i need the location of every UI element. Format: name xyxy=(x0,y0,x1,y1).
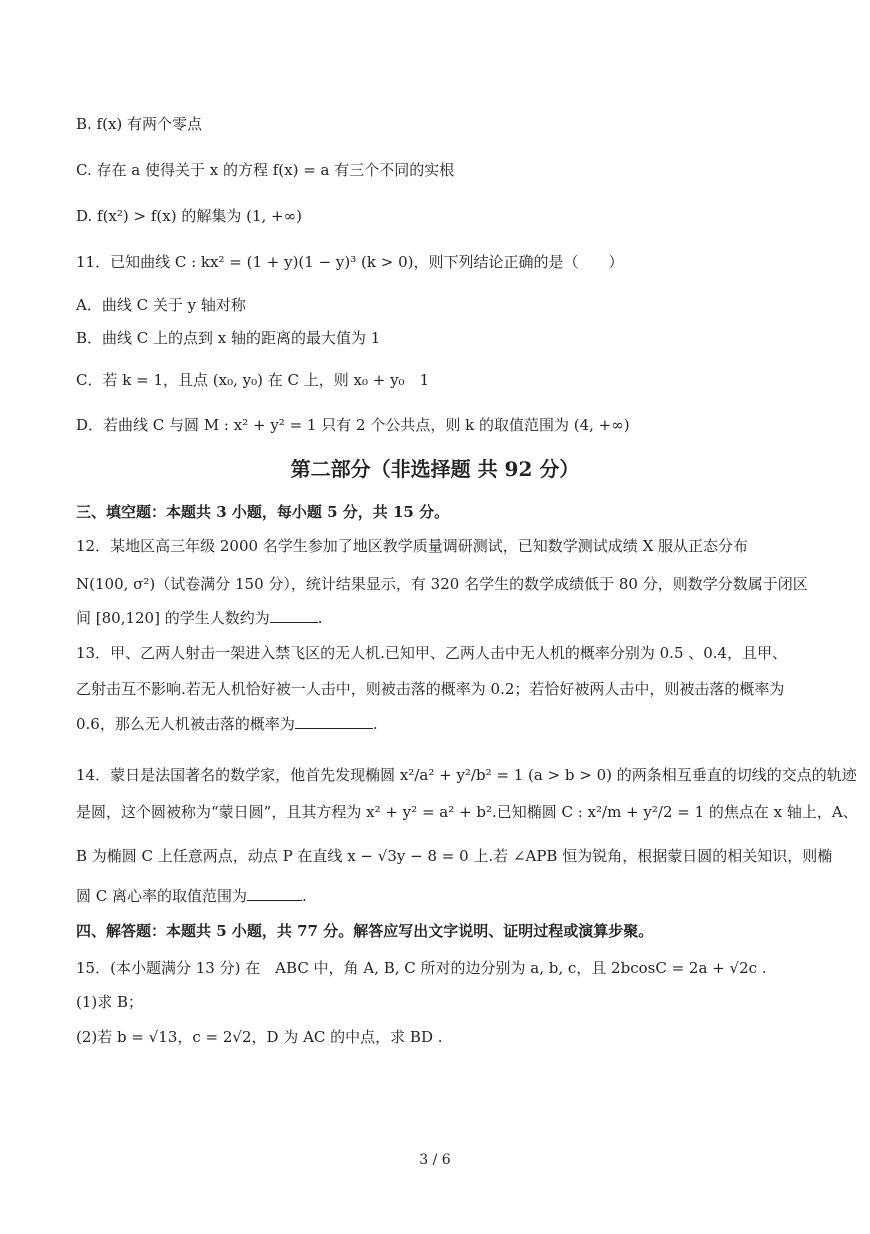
question-15-stem: 15．(本小题满分 13 分) 在 ABC 中，角 A, B, C 所对的边分别为 a, b, c，且 2bcosC = 2a + √2c . xyxy=(76,959,767,977)
question-14-line-2: 是圆，这个圆被称为“蒙日圆”，且其方程为 x² + y² = a² + b².已知椭圆 C : x²/m + y²/2 = 1 的焦点在 x 轴上，A、 xyxy=(76,803,858,821)
solve-header: 四、解答题：本题共 5 小题，共 77 分。解答应写出文字说明、证明过程或演算步聚。 xyxy=(76,922,654,940)
answer-blank xyxy=(247,886,302,901)
question-11-option-a: A．曲线 C 关于 y 轴对称 xyxy=(76,296,246,314)
option-c-three-roots: C. 存在 a 使得关于 x 的方程 f(x) = a 有三个不同的实根 xyxy=(76,161,455,179)
question-14-line-1: 14．蒙日是法国著名的数学家，他首先发现椭圆 x²/a² + y²/b² = 1 (a > b > 0) 的两条相互垂直的切线的交点的轨迹 xyxy=(76,766,857,784)
question-11-stem: 11．已知曲线 C : kx² = (1 + y)(1 − y)³ (k > 0)，则下列结论正确的是（ ） xyxy=(76,253,624,271)
option-d-solution-set: D. f(x²) > f(x) 的解集为 (1, +∞) xyxy=(76,207,302,225)
question-15-part-1: (1)求 B； xyxy=(76,993,144,1011)
section-title: 第二部分（非选择题 共 92 分） xyxy=(290,457,580,481)
question-11-option-b: B．曲线 C 上的点到 x 轴的距离的最大值为 1 xyxy=(76,329,381,347)
option-b-fx-zeros: B. f(x) 有两个零点 xyxy=(76,115,203,133)
question-13-line-2: 乙射击互不影响.若无人机恰好被一人击中，则被击落的概率为 0.2；若恰好被两人击中，则被击落的概率为 xyxy=(76,680,785,698)
question-12-line-2: N(100, σ²)（试卷满分 150 分），统计结果显示，有 320 名学生的数学成绩低于 80 分，则数学分数属于闭区 xyxy=(76,575,808,593)
answer-blank xyxy=(295,714,373,729)
question-15-part-2: (2)若 b = √13，c = 2√2，D 为 AC 的中点，求 BD . xyxy=(76,1028,443,1046)
question-13-line-1: 13．甲、乙两人射击一架进入禁飞区的无人机.已知甲、乙两人击中无人机的概率分别为 0.5 、0.4，且甲、 xyxy=(76,644,788,662)
question-12-line-3: 间 [80,120] 的学生人数约为 . xyxy=(76,609,323,627)
fill-in-header: 三、填空题：本题共 3 小题，每小题 5 分，共 15 分。 xyxy=(76,503,450,521)
question-12-line-1: 12．某地区高三年级 2000 名学生参加了地区教学质量调研测试，已知数学测试成绩 X 服从正态分布 xyxy=(76,537,749,555)
question-14-line-3: B 为椭圆 C 上任意两点，动点 P 在直线 x − √3y − 8 = 0 上.若 ∠APB 恒为锐角，根据蒙日圆的相关知识，则椭 xyxy=(76,847,833,865)
question-14-line-4: 圆 C 离心率的取值范围为 . xyxy=(76,887,307,905)
question-13-line-3: 0.6，那么无人机被击落的概率为 . xyxy=(76,715,378,733)
page-number: 3 / 6 xyxy=(419,1152,451,1168)
question-11-option-c: C．若 k = 1，且点 (x₀, y₀) 在 C 上，则 x₀ + y₀ 1 xyxy=(76,371,430,389)
question-11-option-d: D．若曲线 C 与圆 M : x² + y² = 1 只有 2 个公共点，则 k 的取值范围为 (4, +∞) xyxy=(76,416,630,434)
answer-blank xyxy=(270,608,318,623)
